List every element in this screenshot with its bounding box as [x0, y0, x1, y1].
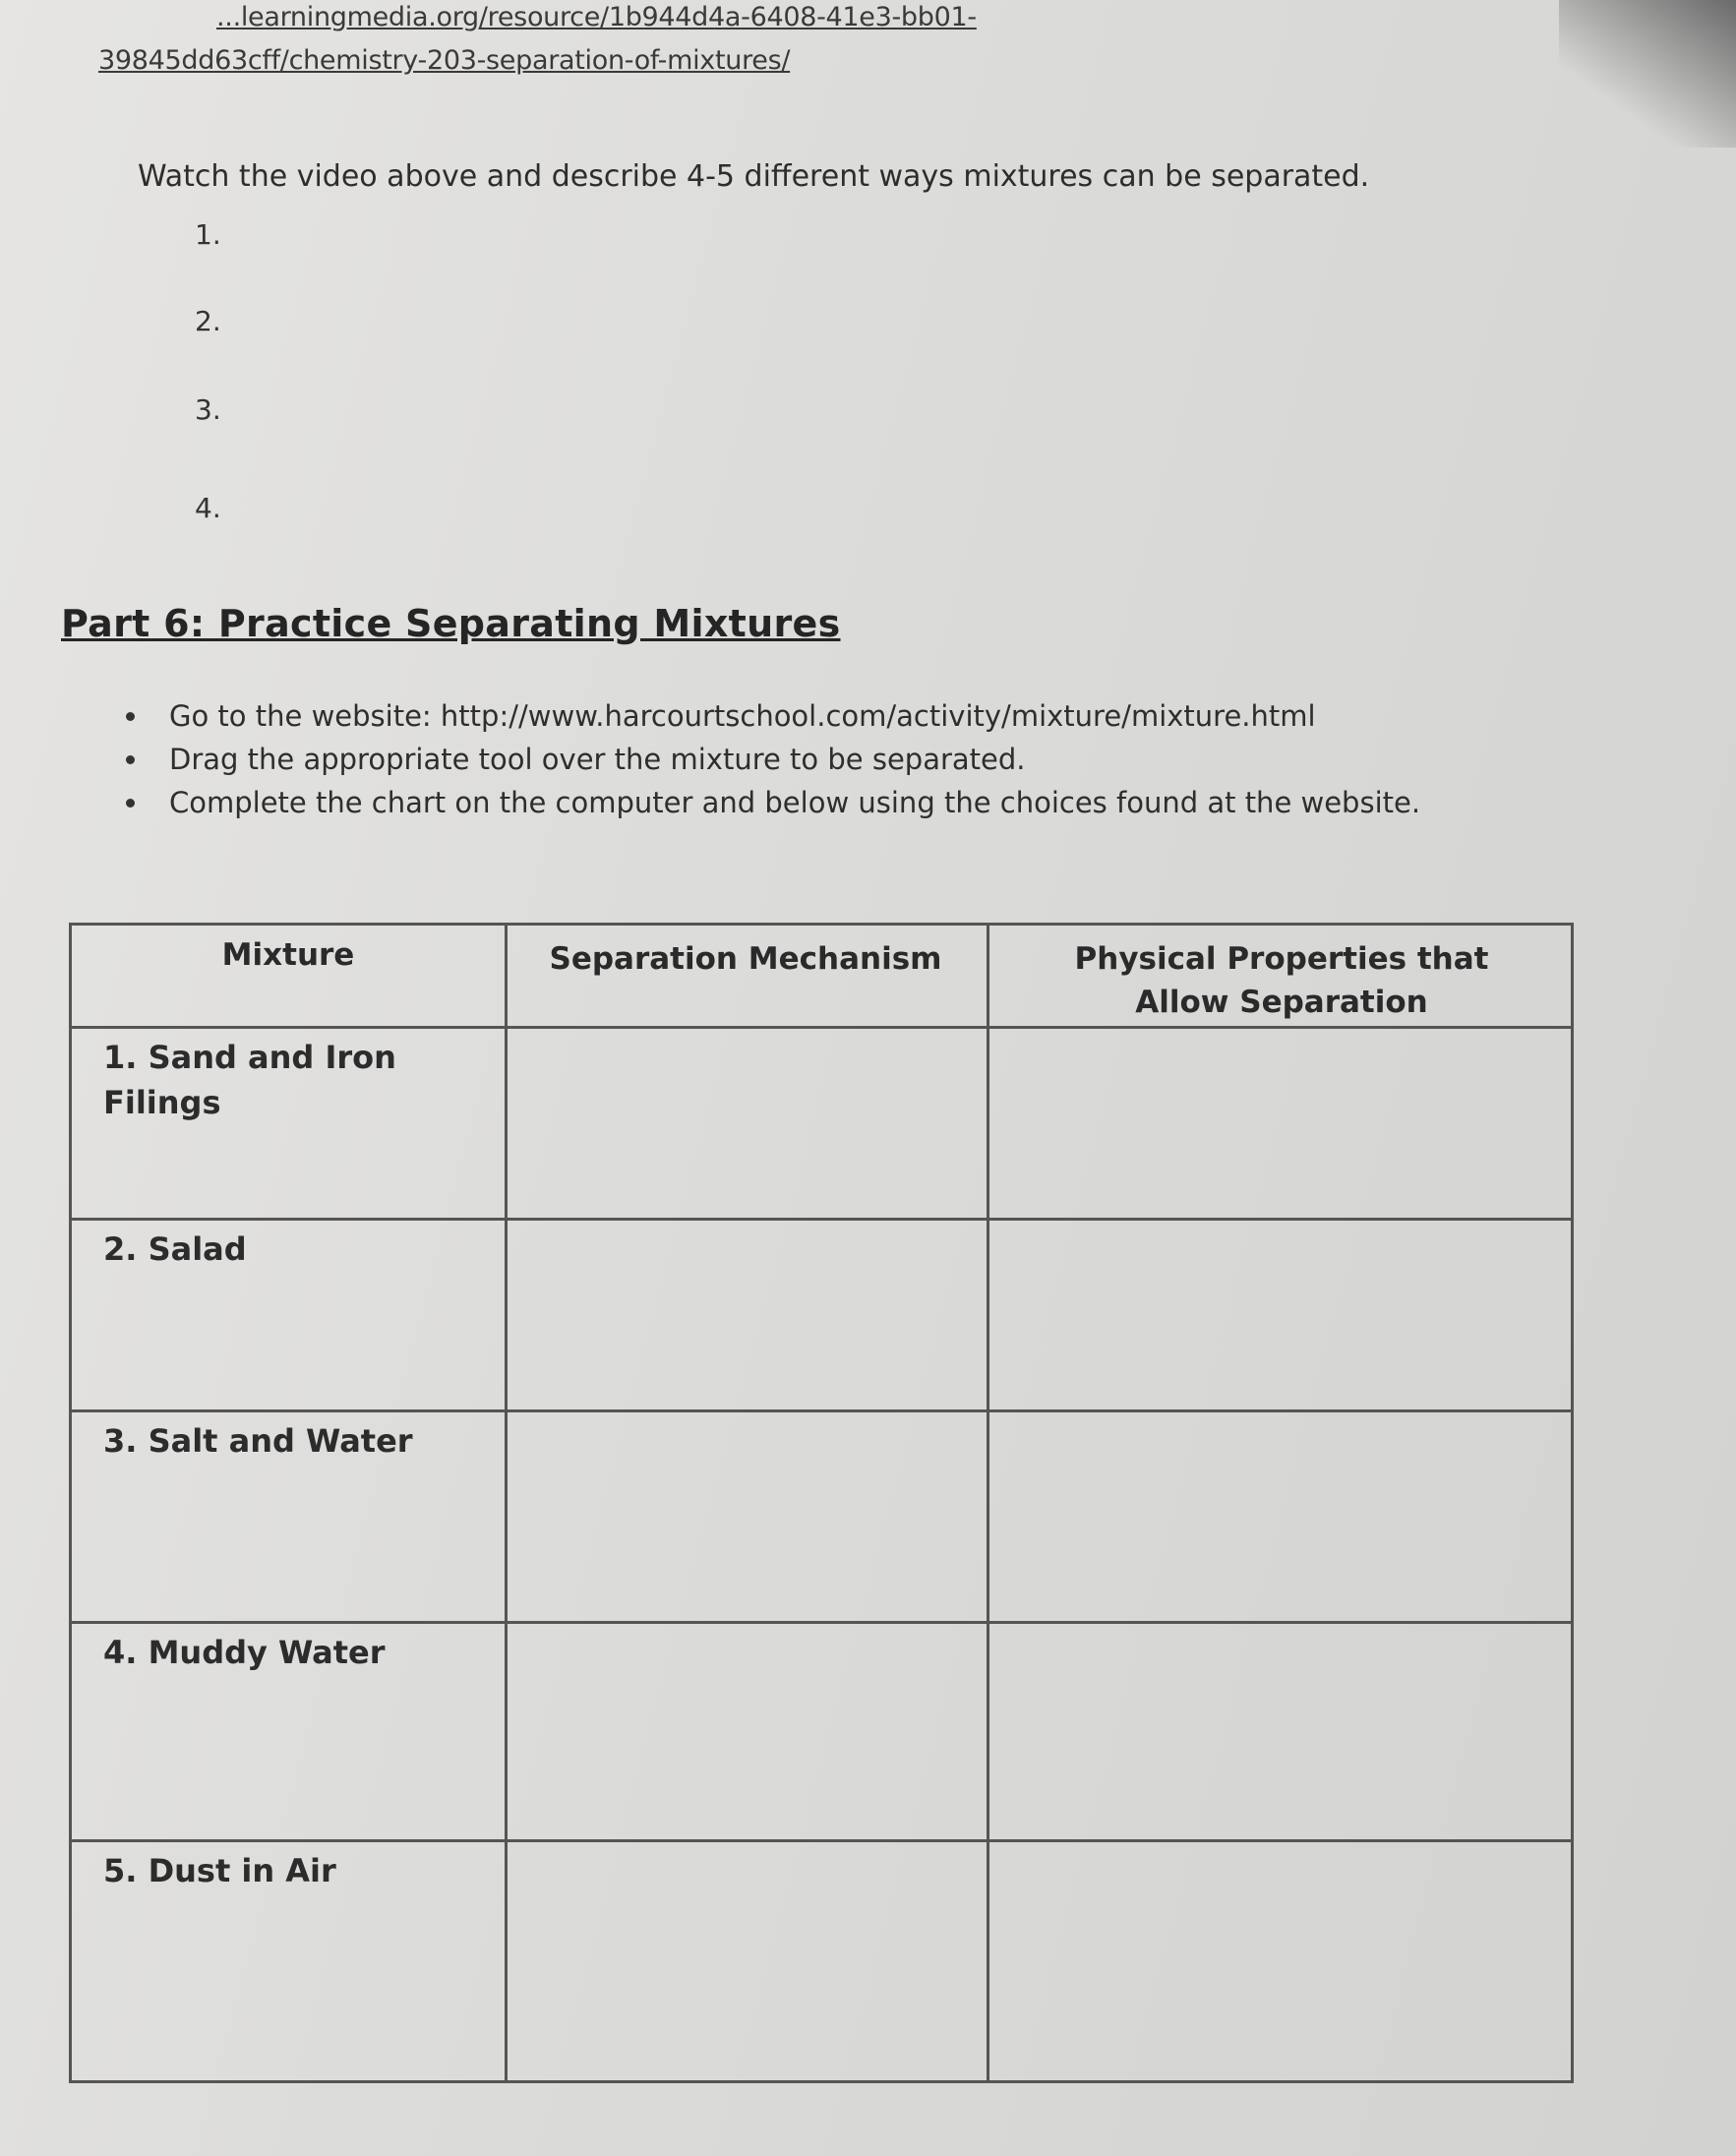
answer-number-3: 3. [195, 393, 221, 426]
video-instruction: Watch the video above and describe 4-5 different ways mixtures can be separated. [138, 159, 1370, 194]
mixture-cell-2: 2. Salad [103, 1230, 247, 1268]
part6-heading: Part 6: Practice Separating Mixtures [61, 602, 841, 645]
instruction-complete-chart: Complete the chart on the computer and below using the choices found at the website. [118, 783, 1420, 826]
header-separation-mechanism: Separation Mechanism [549, 941, 942, 977]
source-url-line-2[interactable]: 39845dd63cff/chemistry-203-separation-of-mixtures/ [98, 45, 791, 76]
mixture-cell-5: 5. Dust in Air [103, 1852, 336, 1889]
answer-number-2: 2. [195, 305, 221, 337]
mixture-cell-1: 1. Sand and Iron Filings [103, 1039, 396, 1121]
table-row-5 [72, 1839, 1571, 2080]
table-row-3 [72, 1409, 1571, 1621]
mixture-cell-4: 4. Muddy Water [103, 1634, 386, 1671]
table-row-2 [72, 1218, 1571, 1409]
header-mixture: Mixture [221, 937, 355, 973]
instruction-list [118, 696, 1420, 826]
answer-number-4: 4. [195, 492, 221, 524]
page-shadow [1559, 0, 1736, 148]
answer-number-1: 1. [195, 218, 221, 251]
separation-chart-table [69, 923, 1574, 2083]
table-row-1 [72, 1026, 1571, 1218]
instruction-website: Go to the website: http://www.harcourtschool.com/activity/mixture/mixture.html [118, 696, 1420, 740]
source-url-line-1[interactable]: ...learningmedia.org/resource/1b944d4a-6408-41e3-bb01- [216, 2, 977, 32]
header-physical-properties: Physical Properties that Allow Separation [1074, 941, 1489, 1020]
table-row-4 [72, 1621, 1571, 1839]
instruction-drag-tool: Drag the appropriate tool over the mixture to be separated. [118, 740, 1420, 783]
mixture-cell-3: 3. Salt and Water [103, 1422, 413, 1460]
